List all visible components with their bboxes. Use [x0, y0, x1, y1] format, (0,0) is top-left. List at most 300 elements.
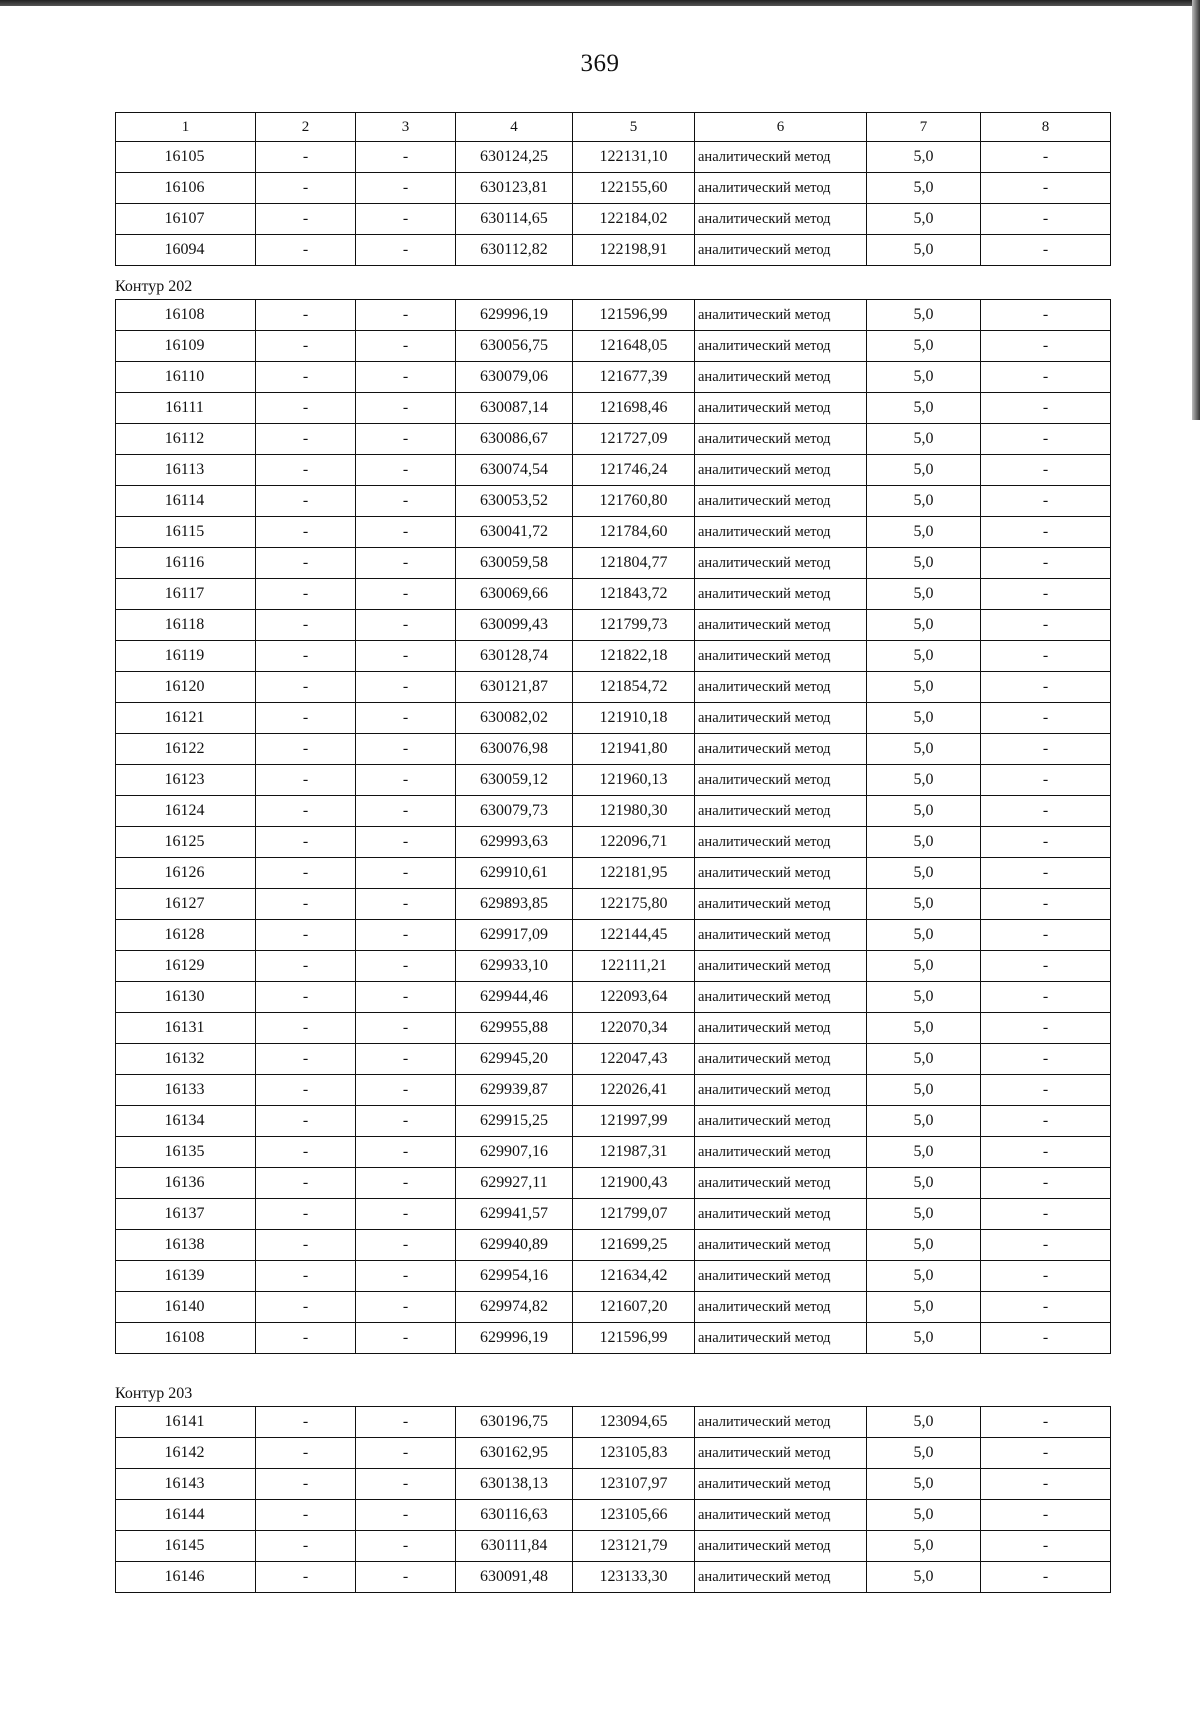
table-cell: 16131 [116, 1013, 256, 1044]
table-row [116, 703, 1111, 734]
table-cell: 122181,95 [573, 858, 695, 889]
table-cell: - [356, 920, 456, 951]
table-cell: 5,0 [867, 796, 981, 827]
table-cell: 16133 [116, 1075, 256, 1106]
table-cell: - [256, 1292, 356, 1323]
table-cell: 5,0 [867, 393, 981, 424]
table-cell: аналитический метод [695, 173, 867, 204]
table-cell: 5,0 [867, 1323, 981, 1354]
table-cell: - [981, 455, 1111, 486]
table-cell: 121910,18 [573, 703, 695, 734]
table-cell: - [356, 858, 456, 889]
table-cell: 121634,42 [573, 1261, 695, 1292]
table-cell: 121987,31 [573, 1137, 695, 1168]
table-cell: 16129 [116, 951, 256, 982]
table-cell: 123133,30 [573, 1562, 695, 1593]
table-cell: - [981, 1137, 1111, 1168]
table-cell: - [256, 734, 356, 765]
table-cell: 5,0 [867, 1562, 981, 1593]
table-row [116, 827, 1111, 858]
table-cell: 5,0 [867, 734, 981, 765]
table-cell: - [981, 1075, 1111, 1106]
table-cell: 16144 [116, 1500, 256, 1531]
table-cell: 5,0 [867, 204, 981, 235]
table-cell: - [981, 672, 1111, 703]
table-cell: 16111 [116, 393, 256, 424]
table-cell: - [256, 579, 356, 610]
table-cell: - [981, 982, 1111, 1013]
table-cell: - [356, 235, 456, 266]
table-cell: 5,0 [867, 610, 981, 641]
table-cell: - [981, 1500, 1111, 1531]
table-cell: - [981, 1438, 1111, 1469]
table-cell: 5,0 [867, 1292, 981, 1323]
header-cell: 5 [573, 113, 695, 142]
table-cell: - [981, 827, 1111, 858]
table-cell: аналитический метод [695, 1137, 867, 1168]
table-cell: - [256, 1168, 356, 1199]
table-row [116, 641, 1111, 672]
table-cell: 123094,65 [573, 1407, 695, 1438]
table-cell: 5,0 [867, 1199, 981, 1230]
table-cell: 629996,19 [456, 1323, 573, 1354]
table-row [116, 548, 1111, 579]
table-cell: 16138 [116, 1230, 256, 1261]
table-cell: - [356, 1044, 456, 1075]
table-cell: - [981, 300, 1111, 331]
table-cell: аналитический метод [695, 1230, 867, 1261]
table-cell: - [256, 1230, 356, 1261]
table-cell: 121822,18 [573, 641, 695, 672]
table-cell: 16142 [116, 1438, 256, 1469]
table-cell: - [256, 1075, 356, 1106]
table-row [116, 579, 1111, 610]
table-cell: - [356, 1137, 456, 1168]
table-cell: 16116 [116, 548, 256, 579]
table-cell: - [256, 1199, 356, 1230]
table-cell: - [981, 1407, 1111, 1438]
table-cell: 16115 [116, 517, 256, 548]
table-cell: аналитический метод [695, 1531, 867, 1562]
table-cell: 16145 [116, 1531, 256, 1562]
table-cell: 121746,24 [573, 455, 695, 486]
table-cell: - [981, 393, 1111, 424]
contour-label: Контур 202 [115, 278, 193, 295]
table-cell: 16112 [116, 424, 256, 455]
table-cell: - [356, 393, 456, 424]
table-cell: 121843,72 [573, 579, 695, 610]
table-cell: - [356, 300, 456, 331]
table-cell: 121799,73 [573, 610, 695, 641]
table-cell: 16122 [116, 734, 256, 765]
table-cell: 5,0 [867, 173, 981, 204]
table-cell: - [981, 951, 1111, 982]
table-row [116, 1044, 1111, 1075]
table-cell: 5,0 [867, 300, 981, 331]
table-cell: 630116,63 [456, 1500, 573, 1531]
table-cell: аналитический метод [695, 204, 867, 235]
table-cell: 122144,45 [573, 920, 695, 951]
table-cell: 629941,57 [456, 1199, 573, 1230]
table-cell: 121596,99 [573, 1323, 695, 1354]
table-cell: - [981, 173, 1111, 204]
table-row [116, 765, 1111, 796]
table-cell: - [256, 703, 356, 734]
table-cell: 5,0 [867, 703, 981, 734]
table-cell: аналитический метод [695, 1261, 867, 1292]
table-cell: 16125 [116, 827, 256, 858]
table-cell: 16106 [116, 173, 256, 204]
table-cell: - [981, 1044, 1111, 1075]
table-cell: - [356, 1075, 456, 1106]
table-cell: аналитический метод [695, 1323, 867, 1354]
table-row [116, 796, 1111, 827]
header-cell: 2 [256, 113, 356, 142]
table-cell: 121698,46 [573, 393, 695, 424]
table-cell: - [256, 1106, 356, 1137]
table-cell: аналитический метод [695, 1168, 867, 1199]
page-number: 369 [580, 50, 620, 77]
table-cell: 630056,75 [456, 331, 573, 362]
table-cell: - [356, 641, 456, 672]
table-row [116, 889, 1111, 920]
header-cell: 4 [456, 113, 573, 142]
table-cell: - [356, 1531, 456, 1562]
table-cell: 629893,85 [456, 889, 573, 920]
table-row [116, 1230, 1111, 1261]
table-cell: - [256, 1500, 356, 1531]
table-cell: - [356, 517, 456, 548]
table-cell: - [256, 1261, 356, 1292]
table-cell: 16114 [116, 486, 256, 517]
table-cell: 121760,80 [573, 486, 695, 517]
table-cell: 16118 [116, 610, 256, 641]
table-cell: 121784,60 [573, 517, 695, 548]
table-cell: аналитический метод [695, 235, 867, 266]
table-cell: аналитический метод [695, 827, 867, 858]
table-cell: 630076,98 [456, 734, 573, 765]
table-row [116, 1075, 1111, 1106]
table-cell: 122198,91 [573, 235, 695, 266]
table-cell: 630114,65 [456, 204, 573, 235]
table-cell: - [981, 579, 1111, 610]
table-row [116, 1407, 1111, 1438]
table-cell: - [981, 204, 1111, 235]
table-cell: 5,0 [867, 1469, 981, 1500]
table-cell: 630086,67 [456, 424, 573, 455]
table-row [116, 424, 1111, 455]
table-cell: 16126 [116, 858, 256, 889]
table-cell: 121699,25 [573, 1230, 695, 1261]
table-cell: 5,0 [867, 362, 981, 393]
table-cell: - [256, 517, 356, 548]
table-cell: аналитический метод [695, 951, 867, 982]
coordinates-section-continuation [115, 112, 1110, 266]
table-cell: - [981, 889, 1111, 920]
table-cell: - [356, 1168, 456, 1199]
table-cell: 121804,77 [573, 548, 695, 579]
table-cell: - [981, 1013, 1111, 1044]
table-cell: аналитический метод [695, 548, 867, 579]
table-cell: - [356, 1230, 456, 1261]
table-cell: аналитический метод [695, 1106, 867, 1137]
table-row [116, 1168, 1111, 1199]
table-cell: 629945,20 [456, 1044, 573, 1075]
table-cell: - [256, 1531, 356, 1562]
table-cell: - [256, 142, 356, 173]
table-cell: аналитический метод [695, 889, 867, 920]
table-cell: 122175,80 [573, 889, 695, 920]
table-cell: 5,0 [867, 920, 981, 951]
table-cell: 629910,61 [456, 858, 573, 889]
table-cell: - [981, 1199, 1111, 1230]
table-cell: 122111,21 [573, 951, 695, 982]
table-cell: - [981, 858, 1111, 889]
table-cell: аналитический метод [695, 920, 867, 951]
table-cell: - [356, 362, 456, 393]
table-cell: - [356, 1013, 456, 1044]
table-row [116, 672, 1111, 703]
table-row [116, 204, 1111, 235]
table-cell: 121980,30 [573, 796, 695, 827]
table-row [116, 1199, 1111, 1230]
table-cell: - [981, 1323, 1111, 1354]
table-cell: 16105 [116, 142, 256, 173]
table-cell: 5,0 [867, 486, 981, 517]
table-cell: 630079,73 [456, 796, 573, 827]
table-cell: - [256, 204, 356, 235]
table-cell: - [981, 1469, 1111, 1500]
coordinates-table [115, 299, 1111, 1354]
table-cell: 629996,19 [456, 300, 573, 331]
table-cell: - [356, 703, 456, 734]
table-cell: аналитический метод [695, 1500, 867, 1531]
table-cell: аналитический метод [695, 1562, 867, 1593]
table-cell: 5,0 [867, 765, 981, 796]
table-cell: - [981, 548, 1111, 579]
header-cell: 1 [116, 113, 256, 142]
table-cell: 630196,75 [456, 1407, 573, 1438]
table-row [116, 1323, 1111, 1354]
table-cell: - [981, 765, 1111, 796]
table-cell: 16117 [116, 579, 256, 610]
table-cell: - [356, 455, 456, 486]
table-cell: 5,0 [867, 858, 981, 889]
table-cell: аналитический метод [695, 1044, 867, 1075]
table-cell: аналитический метод [695, 1469, 867, 1500]
table-cell: аналитический метод [695, 672, 867, 703]
table-cell: - [256, 486, 356, 517]
table-cell: 122026,41 [573, 1075, 695, 1106]
table-cell: - [256, 1407, 356, 1438]
table-cell: 16113 [116, 455, 256, 486]
table-row [116, 331, 1111, 362]
header-cell: 3 [356, 113, 456, 142]
table-cell: - [256, 331, 356, 362]
contour-203-section [115, 1382, 1110, 1593]
table-cell: - [256, 827, 356, 858]
table-cell: - [356, 1106, 456, 1137]
table-cell: - [356, 1292, 456, 1323]
table-cell: - [981, 331, 1111, 362]
table-cell: 16137 [116, 1199, 256, 1230]
table-cell: 630128,74 [456, 641, 573, 672]
table-cell: 630123,81 [456, 173, 573, 204]
table-cell: - [981, 1292, 1111, 1323]
table-cell: аналитический метод [695, 517, 867, 548]
table-cell: 629944,46 [456, 982, 573, 1013]
table-cell: - [356, 1261, 456, 1292]
table-row [116, 142, 1111, 173]
table-cell: 123121,79 [573, 1531, 695, 1562]
table-cell: - [356, 204, 456, 235]
table-cell: 16121 [116, 703, 256, 734]
table-cell: - [981, 235, 1111, 266]
coordinates-table [115, 1406, 1111, 1593]
table-cell: - [256, 796, 356, 827]
table-cell: 629954,16 [456, 1261, 573, 1292]
table-row [116, 1137, 1111, 1168]
table-cell: - [256, 858, 356, 889]
table-cell: 5,0 [867, 579, 981, 610]
header-row [116, 113, 1111, 142]
table-cell: - [256, 548, 356, 579]
table-cell: аналитический метод [695, 1199, 867, 1230]
table-cell: 16109 [116, 331, 256, 362]
header-cell: 8 [981, 113, 1111, 142]
table-cell: - [256, 455, 356, 486]
table-cell: 630162,95 [456, 1438, 573, 1469]
table-row [116, 1013, 1111, 1044]
table-cell: - [256, 765, 356, 796]
table-row [116, 173, 1111, 204]
table-cell: - [981, 1168, 1111, 1199]
table-cell: 5,0 [867, 672, 981, 703]
table-cell: - [256, 1044, 356, 1075]
table-cell: 629940,89 [456, 1230, 573, 1261]
table-cell: 16143 [116, 1469, 256, 1500]
table-cell: 121596,99 [573, 300, 695, 331]
table-cell: - [356, 1562, 456, 1593]
table-cell: аналитический метод [695, 300, 867, 331]
table-cell: 5,0 [867, 455, 981, 486]
table-cell: 630087,14 [456, 393, 573, 424]
table-cell: 16119 [116, 641, 256, 672]
table-cell: - [256, 1469, 356, 1500]
table-cell: - [256, 424, 356, 455]
table-cell: 122096,71 [573, 827, 695, 858]
table-cell: 121900,43 [573, 1168, 695, 1199]
table-cell: - [981, 517, 1111, 548]
table-cell: аналитический метод [695, 641, 867, 672]
table-cell: - [356, 1469, 456, 1500]
table-row [116, 951, 1111, 982]
table-cell: 5,0 [867, 1013, 981, 1044]
table-row [116, 455, 1111, 486]
table-row [116, 1469, 1111, 1500]
table-row [116, 610, 1111, 641]
table-row [116, 235, 1111, 266]
table-cell: 16110 [116, 362, 256, 393]
contour-label: Контур 203 [115, 1385, 193, 1402]
table-cell: - [356, 1500, 456, 1531]
table-cell: - [356, 672, 456, 703]
table-cell: - [981, 610, 1111, 641]
table-cell: - [356, 951, 456, 982]
table-cell: 629933,10 [456, 951, 573, 982]
table-cell: аналитический метод [695, 1438, 867, 1469]
table-cell: аналитический метод [695, 393, 867, 424]
table-cell: - [981, 734, 1111, 765]
table-cell: 16139 [116, 1261, 256, 1292]
table-row [116, 1562, 1111, 1593]
table-cell: 5,0 [867, 1500, 981, 1531]
table-row [116, 517, 1111, 548]
table-cell: 5,0 [867, 331, 981, 362]
table-cell: 16123 [116, 765, 256, 796]
table-cell: - [256, 641, 356, 672]
table-cell: - [981, 486, 1111, 517]
table-cell: 16120 [116, 672, 256, 703]
header-cell: 7 [867, 113, 981, 142]
table-cell: аналитический метод [695, 1292, 867, 1323]
table-cell: - [356, 889, 456, 920]
table-cell: - [356, 610, 456, 641]
table-cell: 16107 [116, 204, 256, 235]
table-cell: - [256, 610, 356, 641]
table-cell: - [356, 765, 456, 796]
table-cell: 16135 [116, 1137, 256, 1168]
table-cell: 121997,99 [573, 1106, 695, 1137]
table-cell: 629939,87 [456, 1075, 573, 1106]
table-cell: - [981, 362, 1111, 393]
table-cell: 16140 [116, 1292, 256, 1323]
table-cell: 121607,20 [573, 1292, 695, 1323]
table-cell: аналитический метод [695, 486, 867, 517]
table-cell: 123105,83 [573, 1438, 695, 1469]
table-cell: - [981, 424, 1111, 455]
table-cell: 121799,07 [573, 1199, 695, 1230]
table-cell: 629917,09 [456, 920, 573, 951]
table-cell: - [356, 796, 456, 827]
table-cell: - [981, 1562, 1111, 1593]
coordinates-table [115, 112, 1111, 266]
table-cell: 16130 [116, 982, 256, 1013]
table-cell: 630121,87 [456, 672, 573, 703]
table-cell: 123107,97 [573, 1469, 695, 1500]
table-cell: аналитический метод [695, 734, 867, 765]
table-row [116, 300, 1111, 331]
table-cell: 121960,13 [573, 765, 695, 796]
table-cell: аналитический метод [695, 796, 867, 827]
table-cell: 16128 [116, 920, 256, 951]
table-cell: 16136 [116, 1168, 256, 1199]
table-cell: 5,0 [867, 1407, 981, 1438]
table-cell: 630059,58 [456, 548, 573, 579]
contour-202-section [115, 275, 1110, 1354]
table-row [116, 1531, 1111, 1562]
table-cell: - [256, 1562, 356, 1593]
table-cell: 629915,25 [456, 1106, 573, 1137]
table-cell: 629974,82 [456, 1292, 573, 1323]
table-cell: 5,0 [867, 235, 981, 266]
table-cell: - [256, 951, 356, 982]
table-cell: 16127 [116, 889, 256, 920]
table-cell: - [981, 1261, 1111, 1292]
table-cell: 630112,82 [456, 235, 573, 266]
table-cell: аналитический метод [695, 362, 867, 393]
table-cell: - [356, 1438, 456, 1469]
